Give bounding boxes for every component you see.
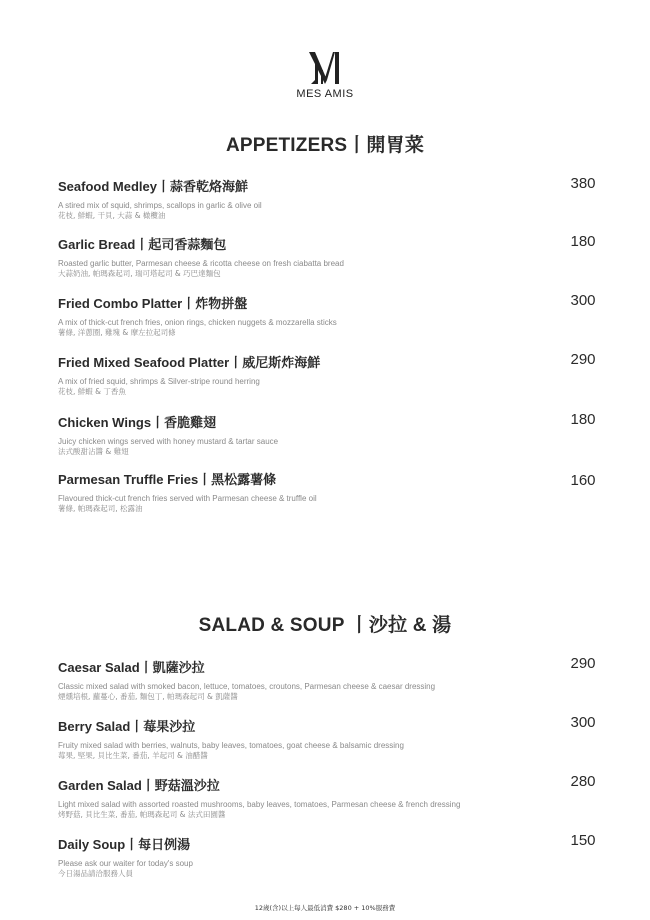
item-price: 180 <box>570 411 596 428</box>
item-description-zh: 莓果, 堅果, 貝比生菜, 番茄, 羊起司 & 油醋醬 <box>58 751 208 760</box>
item-price: 290 <box>570 351 596 368</box>
item-name: Caesar Salad丨凱薩沙拉 <box>58 660 205 675</box>
item-price: 160 <box>570 472 596 489</box>
item-price: 280 <box>570 773 596 790</box>
item-name: Fried Mixed Seafood Platter丨威尼斯炸海鮮 <box>58 355 321 370</box>
item-description-en: Flavoured thick-cut french fries served with Parmesan cheese & truffle oil <box>58 494 317 503</box>
item-description-en: Roasted garlic butter, Parmesan cheese & ricotta cheese on fresh ciabatta bread <box>58 259 344 268</box>
item-name: Garden Salad丨野菇溫沙拉 <box>58 778 220 793</box>
item-description-zh: 大蒜奶油, 帕瑪森起司, 瑞可塔起司 & 巧巴達麵包 <box>58 269 221 278</box>
item-price: 150 <box>570 832 596 849</box>
item-description-zh: 薯條, 帕瑪森起司, 松露油 <box>58 504 143 513</box>
menu-item <box>58 352 598 397</box>
item-description-zh: 法式酸甜沾醬 & 雞翅 <box>58 447 129 456</box>
item-name: Seafood Medley丨蒜香乾烙海鮮 <box>58 179 248 194</box>
menu-item <box>58 412 598 457</box>
item-description-en: Classic mixed salad with smoked bacon, lettuce, tomatoes, croutons, Parmesan cheese & caesar dressing <box>58 682 436 691</box>
menu-item <box>58 469 598 514</box>
menu-item <box>58 775 598 820</box>
item-description-en: Light mixed salad with assorted roasted mushrooms, baby leaves, tomatoes, Parmesan cheese & french dressing <box>58 800 461 809</box>
item-description-zh: 花枝, 鮮蝦 & 丁香魚 <box>58 387 126 396</box>
item-name: Parmesan Truffle Fries丨黑松露薯條 <box>58 472 277 487</box>
item-price: 180 <box>570 233 596 250</box>
item-name: Fried Combo Platter丨炸物拼盤 <box>58 296 248 311</box>
menu-item <box>58 234 598 279</box>
brand-logo <box>0 50 650 100</box>
item-name: Garlic Bread丨起司香蒜麵包 <box>58 237 227 252</box>
menu-item <box>58 834 598 879</box>
item-description-zh: 薯條, 洋蔥圈, 雞塊 & 摩左拉起司條 <box>58 328 176 337</box>
menu-item <box>58 293 598 338</box>
mes-amis-monogram-icon <box>305 50 345 86</box>
minimum-charge-note: 12歲(含)以上每人最低消費 $280 + 10%服務費 <box>254 904 396 912</box>
item-description-en: Please ask our waiter for today's soup <box>58 859 193 868</box>
menu-item <box>58 176 598 221</box>
item-description-zh: 今日湯品請洽服務人員 <box>58 869 133 878</box>
item-description-en: A stired mix of squid, shrimps, scallops in garlic & olive oil <box>58 201 262 210</box>
item-price: 300 <box>570 714 596 731</box>
item-name: Chicken Wings丨香脆雞翅 <box>58 415 217 430</box>
item-description-en: Fruity mixed salad with berries, walnuts, baby leaves, tomatoes, goat cheese & balsamic dressing <box>58 741 404 750</box>
item-description-zh: 花枝, 鮮蝦, 干貝, 大蒜 & 橄欖油 <box>58 211 166 220</box>
section-title-salad-soup: SALAD & SOUP 丨沙拉 & 湯 <box>198 615 452 636</box>
item-name: Berry Salad丨莓果沙拉 <box>58 719 196 734</box>
menu-item <box>58 657 598 702</box>
item-price: 290 <box>570 655 596 672</box>
section-title-appetizers: APPETIZERS丨開胃菜 <box>225 135 425 156</box>
brand-name: MES AMIS <box>296 88 354 100</box>
item-price: 300 <box>570 292 596 309</box>
item-description-zh: 煙燻培根, 蘿蔓心, 番茄, 麵包丁, 帕瑪森起司 & 凱薩醬 <box>58 692 238 701</box>
item-name: Daily Soup丨每日例湯 <box>58 837 191 852</box>
item-description-en: A mix of fried squid, shrimps & Silver-stripe round herring <box>58 377 260 386</box>
item-price: 380 <box>570 175 596 192</box>
menu-item <box>58 716 598 761</box>
item-description-en: A mix of thick-cut french fries, onion rings, chicken nuggets & mozzarella sticks <box>58 318 337 327</box>
item-description-zh: 烤野菇, 貝比生菜, 番茄, 帕瑪森起司 & 法式田園醬 <box>58 810 226 819</box>
item-description-en: Juicy chicken wings served with honey mustard & tartar sauce <box>58 437 279 446</box>
